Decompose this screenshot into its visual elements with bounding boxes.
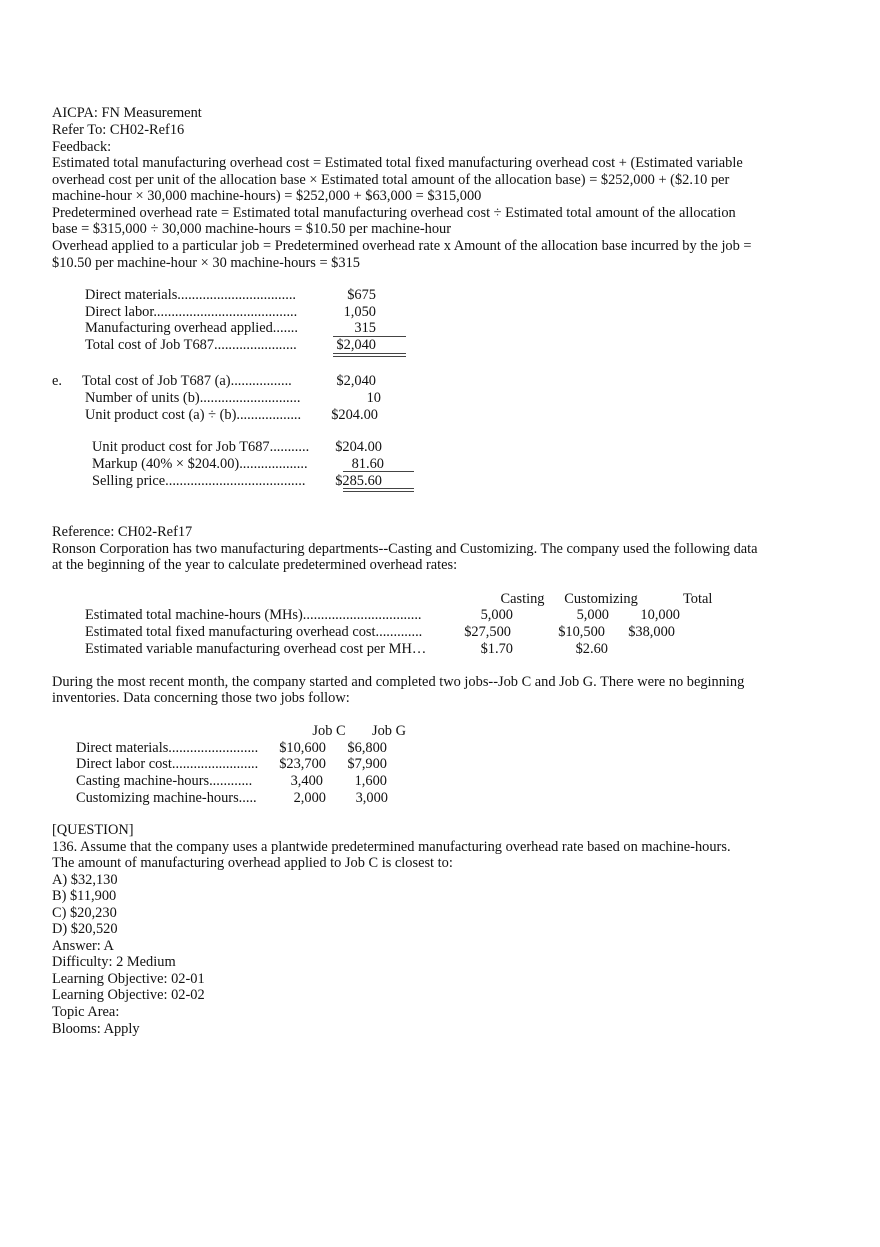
cost-row-value: 1,050 xyxy=(343,304,376,320)
column-header-customizing: Customizing xyxy=(564,591,638,607)
reference-intro-line: at the beginning of the year to calculate predetermined overhead rates: xyxy=(52,557,458,573)
dept-cell-customizing: $2.60 xyxy=(575,641,608,657)
jobs-cell-job-g: $6,800 xyxy=(347,740,387,756)
cost-row-label: Direct materials................................. xyxy=(85,287,297,303)
header-line-3: Feedback: xyxy=(52,139,112,155)
answer-option-a: A) $32,130 xyxy=(52,872,118,888)
jobs-cell-job-g: 1,600 xyxy=(354,773,387,789)
dept-cell-total: 10,000 xyxy=(640,607,680,623)
header-line-2: Refer To: CH02-Ref16 xyxy=(52,122,185,138)
answer-option-d: D) $20,520 xyxy=(52,921,118,937)
feedback-line: base = $315,000 ÷ 30,000 machine-hours = $10.50 per machine-hour xyxy=(52,221,451,237)
header-line-1: AICPA: FN Measurement xyxy=(52,105,202,121)
dept-cell-casting: $27,500 xyxy=(464,624,511,640)
blooms-level: Blooms: Apply xyxy=(52,1021,140,1037)
feedback-line: Predetermined overhead rate = Estimated total manufacturing overhead cost ÷ Estimated total amount of the allocation xyxy=(52,205,736,221)
cost-row-value: $2,040 xyxy=(336,337,376,353)
jobs-cell-job-c: $10,600 xyxy=(279,740,326,756)
jobs-row-label: Customizing machine-hours..... xyxy=(76,790,257,806)
column-header-job-c: Job C xyxy=(312,723,346,739)
dept-cell-casting: 5,000 xyxy=(480,607,513,623)
price-row-label: Markup (40% × $204.00)................... xyxy=(92,456,308,472)
feedback-line: Estimated total manufacturing overhead cost = Estimated total fixed manufacturing overhead cost + (Estimated variable xyxy=(52,155,743,171)
part-e-row-value: $2,040 xyxy=(336,373,376,389)
part-e-row-label: Unit product cost (a) ÷ (b).................. xyxy=(85,407,302,423)
answer-key: Answer: A xyxy=(52,938,114,954)
dept-cell-customizing: $10,500 xyxy=(558,624,605,640)
answer-option-c: C) $20,230 xyxy=(52,905,117,921)
total-double-rule xyxy=(343,488,414,492)
question-stem-line: 136. Assume that the company uses a plantwide predetermined manufacturing overhead rate based on machine-hours. xyxy=(52,839,731,855)
dept-row-label: Estimated total machine-hours (MHs)................................. xyxy=(85,607,422,623)
jobs-row-label: Casting machine-hours............ xyxy=(76,773,253,789)
difficulty: Difficulty: 2 Medium xyxy=(52,954,176,970)
part-e-marker: e. xyxy=(52,373,62,389)
column-header-total: Total xyxy=(683,591,713,607)
part-e-row-label: Total cost of Job T687 (a)................. xyxy=(82,373,292,389)
feedback-line: $10.50 per machine-hour × 30 machine-hours = $315 xyxy=(52,255,360,271)
feedback-line: overhead cost per unit of the allocation base × Estimated total amount of the allocation base) = $252,000 + ($2.10 per xyxy=(52,172,730,188)
price-row-value: $204.00 xyxy=(335,439,382,455)
total-double-rule xyxy=(333,353,406,357)
cost-row-value: 315 xyxy=(354,320,376,336)
dept-cell-customizing: 5,000 xyxy=(576,607,609,623)
learning-objective-1: Learning Objective: 02-01 xyxy=(52,971,205,987)
jobs-row-label: Direct labor cost........................ xyxy=(76,756,259,772)
cost-row-label: Manufacturing overhead applied....... xyxy=(85,320,298,336)
column-header-casting: Casting xyxy=(500,591,545,607)
dept-row-label: Estimated total fixed manufacturing overhead cost............. xyxy=(85,624,423,640)
jobs-intro-line: During the most recent month, the company started and completed two jobs--Job C and Job G. There were no beginning xyxy=(52,674,745,690)
part-e-row-value: $204.00 xyxy=(331,407,378,423)
dept-cell-total: $38,000 xyxy=(628,624,675,640)
reference-title: Reference: CH02-Ref17 xyxy=(52,524,193,540)
reference-intro-line: Ronson Corporation has two manufacturing departments--Casting and Customizing. The company used the following data xyxy=(52,541,758,557)
part-e-row-label: Number of units (b)............................ xyxy=(85,390,301,406)
jobs-cell-job-c: 3,400 xyxy=(290,773,323,789)
dept-row-label: Estimated variable manufacturing overhead cost per MH… xyxy=(85,641,427,657)
price-row-value: $285.60 xyxy=(335,473,382,489)
feedback-line: Overhead applied to a particular job = Predetermined overhead rate x Amount of the allocation base incurred by the job = xyxy=(52,238,752,254)
subtotal-rule xyxy=(343,471,414,472)
cost-row-label: Total cost of Job T687....................... xyxy=(85,337,297,353)
answer-option-b: B) $11,900 xyxy=(52,888,117,904)
jobs-cell-job-g: 3,000 xyxy=(355,790,388,806)
question-stem-line: The amount of manufacturing overhead applied to Job C is closest to: xyxy=(52,855,453,871)
column-header-job-g: Job G xyxy=(372,723,406,739)
jobs-cell-job-c: 2,000 xyxy=(293,790,326,806)
price-row-label: Unit product cost for Job T687........... xyxy=(92,439,310,455)
jobs-row-label: Direct materials......................... xyxy=(76,740,259,756)
cost-row-value: $675 xyxy=(347,287,376,303)
jobs-intro-line: inventories. Data concerning those two jobs follow: xyxy=(52,690,350,706)
price-row-value: 81.60 xyxy=(351,456,384,472)
cost-row-label: Direct labor........................................ xyxy=(85,304,298,320)
feedback-line: machine-hour × 30,000 machine-hours) = $252,000 + $63,000 = $315,000 xyxy=(52,188,482,204)
part-e-row-value: 10 xyxy=(366,390,381,406)
question-tag: [QUESTION] xyxy=(52,822,134,838)
dept-cell-casting: $1.70 xyxy=(480,641,513,657)
price-row-label: Selling price....................................... xyxy=(92,473,306,489)
topic-area: Topic Area: xyxy=(52,1004,120,1020)
jobs-cell-job-g: $7,900 xyxy=(347,756,387,772)
jobs-cell-job-c: $23,700 xyxy=(279,756,326,772)
learning-objective-2: Learning Objective: 02-02 xyxy=(52,987,205,1003)
